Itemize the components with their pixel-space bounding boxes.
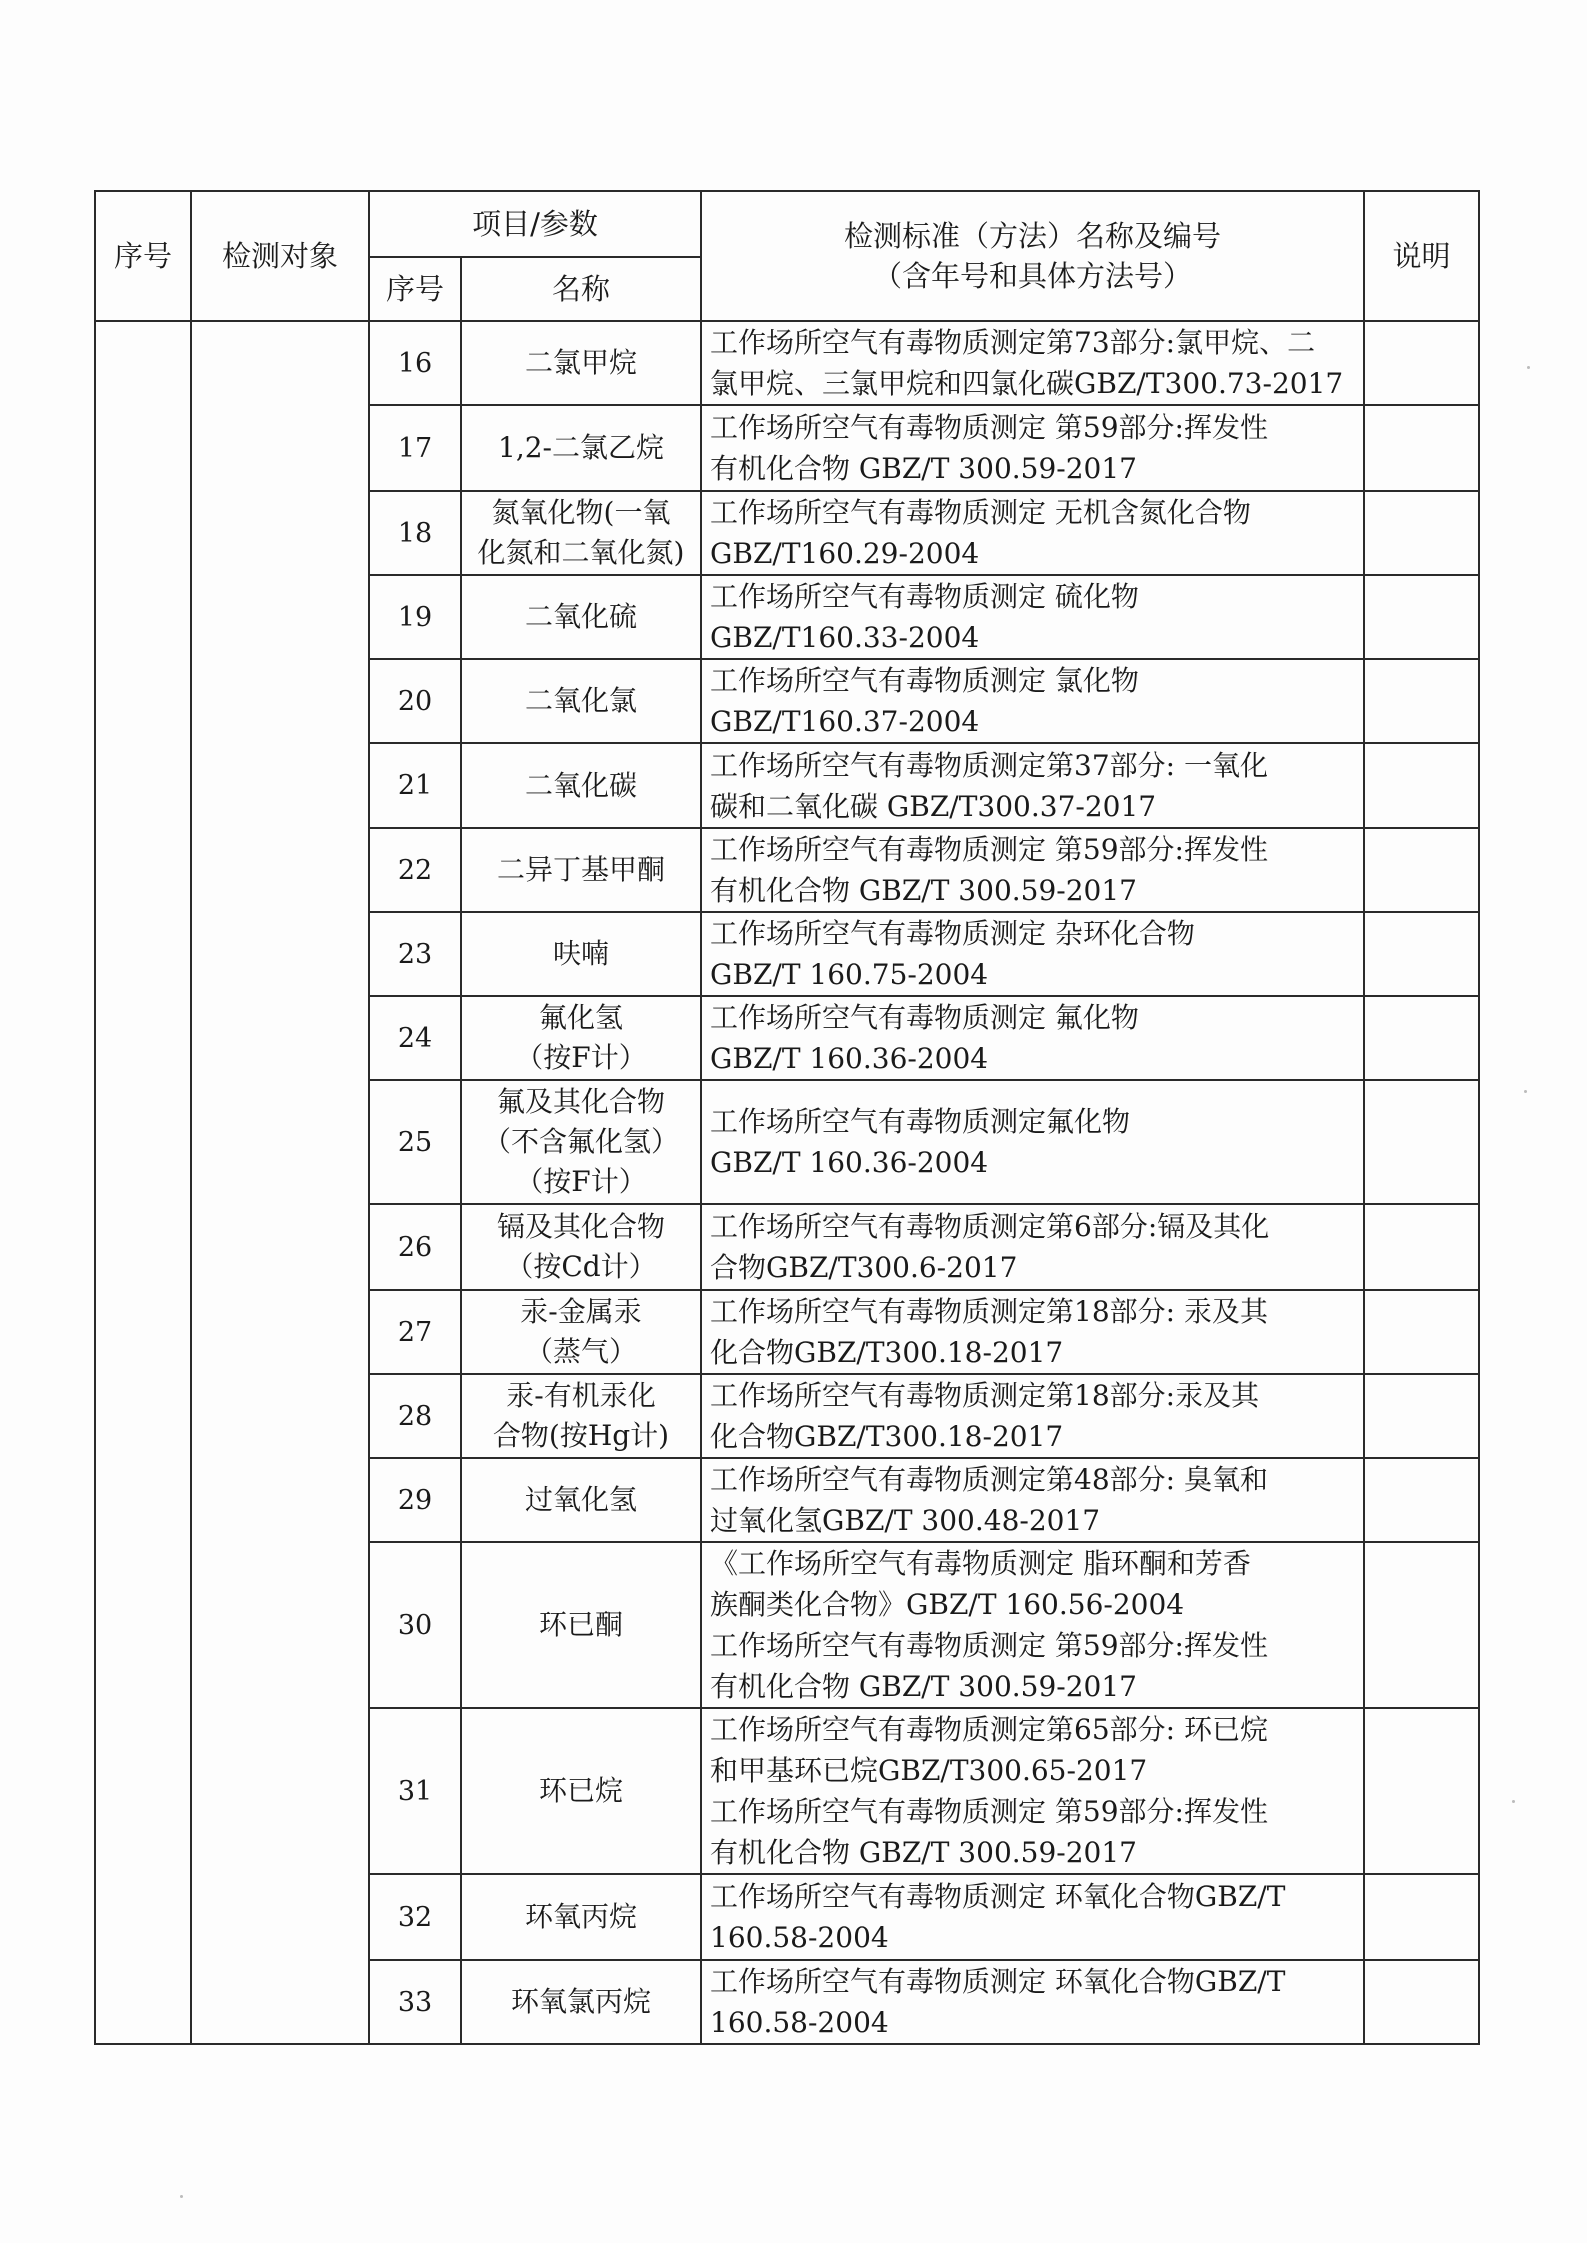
remark-cell bbox=[1364, 1204, 1479, 1290]
remark-cell bbox=[1364, 912, 1479, 996]
standard-line: 工作场所空气有毒物质测定第18部分:汞及其 bbox=[710, 1379, 1260, 1412]
item-name-cell bbox=[461, 321, 701, 405]
item-name-line: 合物(按Hg计) bbox=[492, 1419, 670, 1452]
standard-cell bbox=[701, 405, 1364, 491]
header-item-name: 名称 bbox=[461, 257, 701, 321]
item-name-line: 汞-金属汞 bbox=[520, 1295, 642, 1328]
standard-line: GBZ/T160.37-2004 bbox=[710, 705, 980, 738]
standard-line: 过氧化氢GBZ/T 300.48-2017 bbox=[710, 1504, 1101, 1537]
standard-line: 有机化合物 GBZ/T 300.59-2017 bbox=[710, 1836, 1138, 1869]
scan-speck bbox=[180, 2195, 183, 2198]
standard-line: 和甲基环已烷GBZ/T300.65-2017 bbox=[710, 1754, 1148, 1787]
header-item-seq: 序号 bbox=[369, 257, 461, 321]
item-name-cell bbox=[461, 1374, 701, 1458]
item-name-line: 过氧化氢 bbox=[524, 1483, 637, 1516]
standard-line: 工作场所空气有毒物质测定 第59部分:挥发性 bbox=[710, 411, 1268, 444]
item-name-line: （按F计） bbox=[515, 1165, 647, 1198]
item-name-cell bbox=[461, 1874, 701, 1960]
standard-line: GBZ/T160.29-2004 bbox=[710, 537, 980, 570]
standard-line: GBZ/T 160.75-2004 bbox=[710, 958, 989, 991]
remark-cell bbox=[1364, 491, 1479, 575]
standard-line: 《工作场所空气有毒物质测定 脂环酮和芳香 bbox=[710, 1547, 1251, 1580]
remark-cell bbox=[1364, 1374, 1479, 1458]
standard-line: 化合物GBZ/T300.18-2017 bbox=[710, 1336, 1064, 1369]
item-name-line: （蒸气） bbox=[524, 1335, 637, 1368]
standard-line: 工作场所空气有毒物质测定第48部分: 臭氧和 bbox=[710, 1463, 1268, 1496]
standard-cell bbox=[701, 1458, 1364, 1542]
remark-cell bbox=[1364, 575, 1479, 659]
item-name-line: 1,2-二氯乙烷 bbox=[498, 431, 664, 464]
remark-cell bbox=[1364, 828, 1479, 912]
item-name-line: 呋喃 bbox=[552, 937, 609, 970]
item-name-cell bbox=[461, 1204, 701, 1290]
standard-cell bbox=[701, 491, 1364, 575]
standard-cell bbox=[701, 996, 1364, 1080]
standard-cell bbox=[701, 575, 1364, 659]
item-seq-cell: 23 bbox=[369, 912, 461, 996]
standard-cell bbox=[701, 1080, 1364, 1204]
standard-line: 族酮类化合物》GBZ/T 160.56-2004 bbox=[710, 1588, 1185, 1621]
standard-line: 有机化合物 GBZ/T 300.59-2017 bbox=[710, 874, 1138, 907]
standard-cell bbox=[701, 1874, 1364, 1960]
standard-line: 工作场所空气有毒物质测定 第59部分:挥发性 bbox=[710, 1795, 1268, 1828]
item-seq-cell: 31 bbox=[369, 1708, 461, 1874]
standard-line: 合物GBZ/T300.6-2017 bbox=[710, 1251, 1018, 1284]
item-seq-cell: 28 bbox=[369, 1374, 461, 1458]
remark-cell bbox=[1364, 1458, 1479, 1542]
standard-line: GBZ/T160.33-2004 bbox=[710, 621, 980, 654]
standard-line: 工作场所空气有毒物质测定第37部分: 一氧化 bbox=[710, 748, 1268, 782]
remark-cell bbox=[1364, 321, 1479, 405]
standard-line: 氯甲烷、三氯甲烷和四氯化碳GBZ/T300.73-2017 bbox=[710, 367, 1344, 400]
standard-cell bbox=[701, 1290, 1364, 1374]
item-seq-cell: 25 bbox=[369, 1080, 461, 1204]
item-name-cell bbox=[461, 1458, 701, 1542]
item-name-line: 化氮和二氧化氮) bbox=[477, 536, 685, 569]
item-name-line: 环氧丙烷 bbox=[524, 1900, 637, 1933]
item-seq-cell: 32 bbox=[369, 1874, 461, 1960]
remark-cell bbox=[1364, 1874, 1479, 1960]
item-name-cell bbox=[461, 1290, 701, 1374]
standard-line: 工作场所空气有毒物质测定 氯化物 bbox=[710, 664, 1139, 697]
standard-line: 有机化合物 GBZ/T 300.59-2017 bbox=[710, 452, 1138, 485]
standard-line: 工作场所空气有毒物质测定 硫化物 bbox=[710, 580, 1139, 613]
item-seq-cell: 26 bbox=[369, 1204, 461, 1290]
standard-line: 工作场所空气有毒物质测定 环氧化合物GBZ/T bbox=[710, 1880, 1286, 1913]
header-standard-line2: （含年号和具体方法号） bbox=[872, 259, 1192, 293]
item-name-line: 环已酮 bbox=[538, 1608, 623, 1641]
item-name-cell bbox=[461, 575, 701, 659]
header-row-1 bbox=[95, 191, 1479, 257]
item-name-line: 二氧化硫 bbox=[524, 600, 637, 633]
standard-line: 工作场所空气有毒物质测定第73部分:氯甲烷、二 bbox=[710, 326, 1316, 359]
item-name-line: 镉及其化合物 bbox=[496, 1210, 665, 1243]
standard-cell bbox=[701, 743, 1364, 828]
standard-cell bbox=[701, 1960, 1364, 2044]
item-name-line: （按Cd计） bbox=[505, 1250, 657, 1283]
item-name-line: 环已烷 bbox=[538, 1774, 623, 1807]
header-seq: 序号 bbox=[95, 191, 191, 321]
item-name-cell bbox=[461, 491, 701, 575]
header-object: 检测对象 bbox=[191, 191, 369, 321]
item-seq-cell: 17 bbox=[369, 405, 461, 491]
header-standard bbox=[701, 191, 1364, 321]
item-name-cell bbox=[461, 743, 701, 828]
standard-line: 有机化合物 GBZ/T 300.59-2017 bbox=[710, 1670, 1138, 1703]
item-seq-cell: 33 bbox=[369, 1960, 461, 2044]
item-seq-cell: 21 bbox=[369, 743, 461, 828]
item-name-cell bbox=[461, 659, 701, 743]
item-name-cell bbox=[461, 1960, 701, 2044]
item-name-cell bbox=[461, 1542, 701, 1708]
item-seq-cell: 27 bbox=[369, 1290, 461, 1374]
table-body bbox=[95, 321, 1479, 2044]
standard-line: 工作场所空气有毒物质测定 杂环化合物 bbox=[710, 917, 1195, 950]
item-name-line: （不含氟化氢） bbox=[482, 1125, 679, 1158]
standard-cell bbox=[701, 659, 1364, 743]
standard-cell bbox=[701, 912, 1364, 996]
remark-cell bbox=[1364, 1960, 1479, 2044]
item-name-cell bbox=[461, 405, 701, 491]
item-name-line: 二氧化碳 bbox=[524, 768, 637, 802]
item-seq-cell: 29 bbox=[369, 1458, 461, 1542]
testing-standards-table bbox=[94, 190, 1480, 2045]
item-seq-cell: 30 bbox=[369, 1542, 461, 1708]
item-seq-cell: 24 bbox=[369, 996, 461, 1080]
standard-line: 160.58-2004 bbox=[710, 1921, 889, 1954]
item-name-line: 二氯甲烷 bbox=[524, 346, 637, 379]
item-name-line: （按F计） bbox=[515, 1041, 647, 1074]
scan-speck bbox=[1512, 1800, 1515, 1803]
item-name-cell bbox=[461, 1080, 701, 1204]
item-name-cell bbox=[461, 996, 701, 1080]
header-standard-line1: 检测标准（方法）名称及编号 bbox=[843, 219, 1221, 253]
item-name-line: 氟及其化合物 bbox=[496, 1085, 665, 1118]
standard-line: 工作场所空气有毒物质测定 氟化物 bbox=[710, 1001, 1139, 1034]
remark-cell bbox=[1364, 1708, 1479, 1874]
standard-line: 碳和二氧化碳 GBZ/T300.37-2017 bbox=[710, 789, 1157, 823]
standard-line: 工作场所空气有毒物质测定 环氧化合物GBZ/T bbox=[710, 1965, 1286, 1998]
remark-cell bbox=[1364, 1542, 1479, 1708]
standard-line: 工作场所空气有毒物质测定 无机含氮化合物 bbox=[710, 496, 1251, 529]
standard-line: 工作场所空气有毒物质测定 第59部分:挥发性 bbox=[710, 833, 1268, 866]
remark-cell bbox=[1364, 1080, 1479, 1204]
header-item-group: 项目/参数 bbox=[369, 191, 701, 257]
item-seq-cell: 22 bbox=[369, 828, 461, 912]
object-cell bbox=[191, 321, 369, 2044]
item-seq-cell: 20 bbox=[369, 659, 461, 743]
remark-cell bbox=[1364, 996, 1479, 1080]
standard-line: 工作场所空气有毒物质测定 第59部分:挥发性 bbox=[710, 1629, 1268, 1662]
standard-line: 化合物GBZ/T300.18-2017 bbox=[710, 1420, 1064, 1453]
table-row bbox=[95, 321, 1479, 405]
remark-cell bbox=[1364, 405, 1479, 491]
standard-line: GBZ/T 160.36-2004 bbox=[710, 1146, 989, 1179]
standard-cell bbox=[701, 321, 1364, 405]
seq-cell bbox=[95, 321, 191, 2044]
standard-line: 工作场所空气有毒物质测定氟化物 bbox=[710, 1105, 1131, 1138]
item-name-line: 环氧氯丙烷 bbox=[510, 1985, 651, 2018]
standard-line: 工作场所空气有毒物质测定第6部分:镉及其化 bbox=[710, 1210, 1270, 1243]
standard-cell bbox=[701, 1204, 1364, 1290]
item-name-cell bbox=[461, 828, 701, 912]
header-remark: 说明 bbox=[1364, 191, 1479, 321]
item-name-line: 氟化氢 bbox=[538, 1001, 623, 1034]
remark-cell bbox=[1364, 659, 1479, 743]
standard-cell bbox=[701, 1374, 1364, 1458]
item-seq-cell: 18 bbox=[369, 491, 461, 575]
item-seq-cell: 16 bbox=[369, 321, 461, 405]
item-name-line: 二氧化氯 bbox=[524, 684, 637, 717]
standard-line: 160.58-2004 bbox=[710, 2006, 889, 2039]
item-name-line: 氮氧化物(一氧 bbox=[491, 496, 671, 529]
standard-line: 工作场所空气有毒物质测定第65部分: 环已烷 bbox=[710, 1713, 1268, 1746]
scan-speck bbox=[1527, 366, 1530, 369]
item-name-line: 二异丁基甲酮 bbox=[496, 853, 665, 886]
standard-cell bbox=[701, 1708, 1364, 1874]
item-name-cell bbox=[461, 1708, 701, 1874]
item-name-cell bbox=[461, 912, 701, 996]
standard-line: GBZ/T 160.36-2004 bbox=[710, 1042, 989, 1075]
item-name-line: 汞-有机汞化 bbox=[506, 1379, 656, 1412]
standard-cell bbox=[701, 828, 1364, 912]
scan-speck bbox=[1524, 1090, 1527, 1093]
item-seq-cell: 19 bbox=[369, 575, 461, 659]
remark-cell bbox=[1364, 1290, 1479, 1374]
remark-cell bbox=[1364, 743, 1479, 828]
standard-cell bbox=[701, 1542, 1364, 1708]
standard-line: 工作场所空气有毒物质测定第18部分: 汞及其 bbox=[710, 1295, 1268, 1328]
